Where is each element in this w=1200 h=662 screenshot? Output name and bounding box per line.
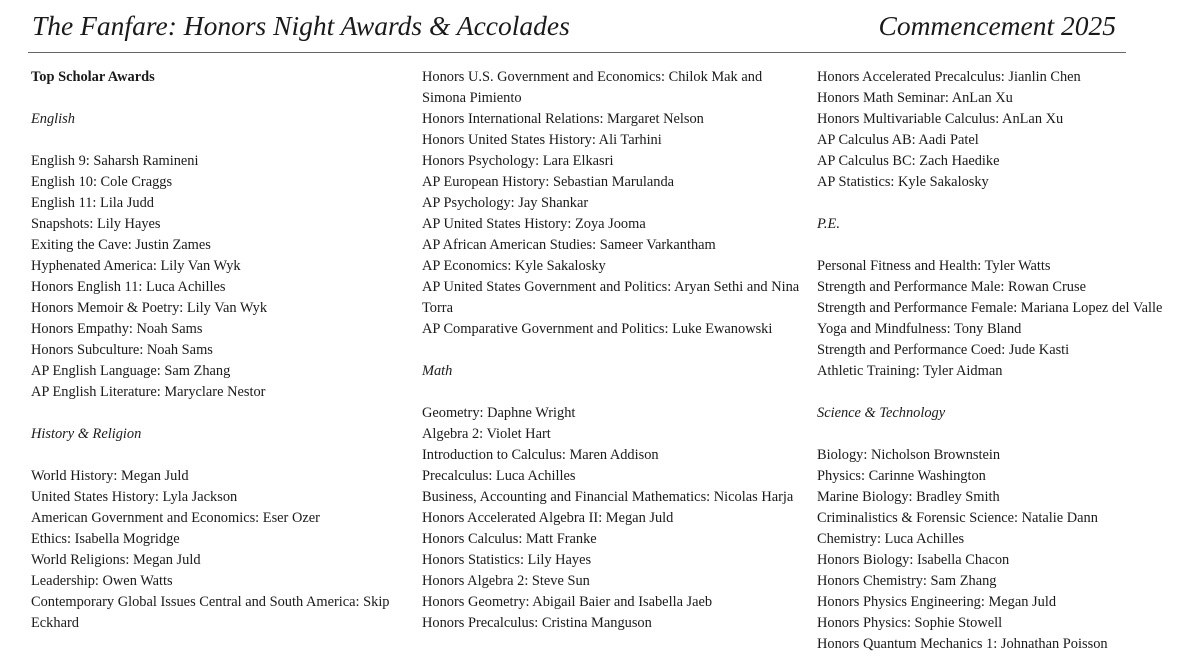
award-item: English 9: Saharsh Ramineni [31, 153, 199, 169]
spacer [31, 130, 403, 151]
award-item: Honors Geometry: Abigail Baier and Isabella Jaeb [422, 594, 713, 610]
page-header [32, 10, 1126, 46]
spacer [422, 340, 802, 361]
award-item: Chemistry: Luca Achilles [817, 531, 965, 547]
science-list [817, 445, 1197, 655]
award-item: World History: Megan Juld [31, 468, 189, 484]
award-item: Honors Memoir & Poetry: Lily Van Wyk [31, 300, 268, 316]
spacer [817, 235, 1197, 256]
award-item: Honors Physics Engineering: Megan Juld [817, 594, 1057, 610]
award-item: American Government and Economics: Eser Ozer [31, 510, 320, 526]
section-title-math: Math [422, 363, 453, 379]
section-title-science: Science & Technology [817, 405, 946, 421]
award-item: Snapshots: Lily Hayes [31, 216, 161, 232]
award-item: Biology: Nicholson Brownstein [817, 447, 1001, 463]
award-item: Yoga and Mindfulness: Tony Bland [817, 321, 1022, 337]
publication-date: Commencement 2025 [878, 10, 1116, 41]
award-item: Business, Accounting and Financial Mathematics: Nicolas Harja [422, 489, 794, 505]
award-item: Honors Statistics: Lily Hayes [422, 552, 592, 568]
award-item: AP African American Studies: Sameer Varkantham [422, 237, 716, 253]
award-item: Criminalistics & Forensic Science: Natalie Dann [817, 510, 1098, 526]
award-item: Honors Psychology: Lara Elkasri [422, 153, 614, 169]
header-rule [28, 52, 1126, 53]
award-item: AP Economics: Kyle Sakalosky [422, 258, 606, 274]
award-item: AP Calculus AB: Aadi Patel [817, 132, 979, 148]
award-item: Ethics: Isabella Mogridge [31, 531, 180, 547]
section-title-history: History & Religion [31, 426, 142, 442]
award-item: AP English Language: Sam Zhang [31, 363, 231, 379]
spacer [817, 424, 1197, 445]
publication-title: The Fanfare: Honors Night Awards & Accolades [32, 10, 570, 41]
section-title-pe: P.E. [817, 216, 840, 232]
award-item: Honors Calculus: Matt Franke [422, 531, 597, 547]
award-item: Introduction to Calculus: Maren Addison [422, 447, 659, 463]
award-item: Honors Precalculus: Cristina Manguson [422, 615, 652, 631]
award-item: Honors U.S. Government and Economics: Chilok Mak and Simona Pimiento [422, 69, 763, 106]
award-item: Personal Fitness and Health: Tyler Watts [817, 258, 1051, 274]
column-right [817, 67, 1197, 655]
award-item: AP Statistics: Kyle Sakalosky [817, 174, 989, 190]
award-item: Algebra 2: Violet Hart [422, 426, 551, 442]
math-list-continued [817, 67, 1197, 193]
spacer [31, 445, 403, 466]
award-item: AP European History: Sebastian Marulanda [422, 174, 675, 190]
award-item: Strength and Performance Female: Mariana Lopez del Valle [817, 300, 1163, 316]
award-item: Honors Biology: Isabella Chacon [817, 552, 1010, 568]
award-item: English 10: Cole Craggs [31, 174, 173, 190]
section-heading: Top Scholar Awards [31, 69, 155, 85]
award-item: AP Comparative Government and Politics: Luke Ewanowski [422, 321, 773, 337]
award-item: Honors Physics: Sophie Stowell [817, 615, 1003, 631]
award-item: Honors Accelerated Precalculus: Jianlin Chen [817, 69, 1081, 85]
section-title-english: English [31, 111, 75, 127]
award-item: World Religions: Megan Juld [31, 552, 201, 568]
column-left [31, 67, 403, 634]
history-list [31, 466, 403, 634]
award-item: Honors English 11: Luca Achilles [31, 279, 226, 295]
award-item: Physics: Carinne Washington [817, 468, 986, 484]
award-item: Honors Multivariable Calculus: AnLan Xu [817, 111, 1064, 127]
award-item: Honors Math Seminar: AnLan Xu [817, 90, 1013, 106]
award-item: Strength and Performance Male: Rowan Cruse [817, 279, 1086, 295]
award-item: AP United States Government and Politics: Aryan Sethi and Nina Torra [422, 279, 800, 316]
spacer [817, 382, 1197, 403]
award-item: Strength and Performance Coed: Jude Kasti [817, 342, 1070, 358]
award-item: Honors Accelerated Algebra II: Megan Juld [422, 510, 674, 526]
award-item: AP Psychology: Jay Shankar [422, 195, 589, 211]
award-item: Geometry: Daphne Wright [422, 405, 576, 421]
pe-list [817, 256, 1197, 382]
award-item: Honors United States History: Ali Tarhini [422, 132, 662, 148]
spacer [31, 403, 403, 424]
award-item: English 11: Lila Judd [31, 195, 154, 211]
award-item: AP English Literature: Maryclare Nestor [31, 384, 266, 400]
english-list [31, 151, 403, 403]
award-item: Exiting the Cave: Justin Zames [31, 237, 211, 253]
history-list-continued [422, 67, 802, 340]
math-list [422, 403, 802, 634]
award-item: AP Calculus BC: Zach Haedike [817, 153, 1000, 169]
spacer [422, 382, 802, 403]
award-item: Honors Subculture: Noah Sams [31, 342, 213, 358]
award-item: AP United States History: Zoya Jooma [422, 216, 646, 232]
spacer [31, 88, 403, 109]
award-item: Honors Empathy: Noah Sams [31, 321, 203, 337]
award-item: Honors Algebra 2: Steve Sun [422, 573, 590, 589]
award-item: United States History: Lyla Jackson [31, 489, 238, 505]
award-item: Contemporary Global Issues Central and South America: Skip Eckhard [31, 594, 390, 631]
award-item: Honors International Relations: Margaret Nelson [422, 111, 704, 127]
award-item: Precalculus: Luca Achilles [422, 468, 576, 484]
award-item: Honors Quantum Mechanics 1: Johnathan Poisson [817, 636, 1108, 652]
award-item: Marine Biology: Bradley Smith [817, 489, 1000, 505]
award-item: Honors Chemistry: Sam Zhang [817, 573, 997, 589]
award-item: Leadership: Owen Watts [31, 573, 173, 589]
column-middle [422, 67, 802, 634]
award-item: Hyphenated America: Lily Van Wyk [31, 258, 241, 274]
award-item: Athletic Training: Tyler Aidman [817, 363, 1003, 379]
spacer [817, 193, 1197, 214]
